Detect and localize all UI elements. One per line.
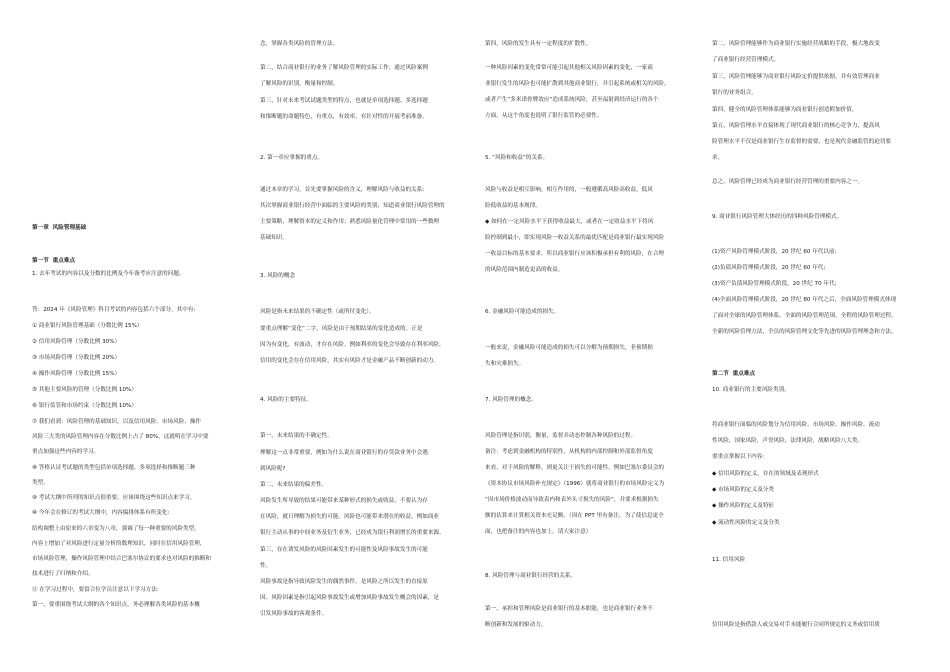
- text-line: ◆ 流动性风险的定义及分类: [712, 520, 780, 526]
- text-line: 答：2024 年《风险管理》科目考试的内容包括六个部分，其中有:: [32, 307, 196, 313]
- text-line: ⑤ 其他主要风险的管理（分数比例 10%）: [32, 387, 137, 393]
- text-line: 第四，健全的风险管理体系能够为商业银行创造附加价值。: [712, 107, 858, 113]
- text-line: 要重点理解“变化”二字，风险是由于预期结果的变化造成的。正是: [260, 326, 423, 332]
- text-line: 6. 金融风险可能造成的损失。: [485, 309, 560, 315]
- text-line: 第二，未来结果的偏差性。: [260, 482, 328, 488]
- text-line: 银行的业务组合。: [712, 90, 757, 96]
- text-line: 8. 风险管理与商业银行经营的关系。: [485, 573, 577, 579]
- text-line: 市场风险管理，操作风险管理中结合巴塞尔协议的要求也对风险的推断和: [32, 556, 212, 562]
- text-line: 主要策略，理解资本的定义和作用；熟悉风险量化管理中常用的一些数理: [260, 219, 440, 225]
- text-line: 3. 风险的概念: [260, 273, 296, 279]
- text-line: 其次掌握商业银行经营中面临的主要风险的类别；知道商业银行风险管理的: [260, 203, 445, 209]
- text-line: 5. “风险和收益”的关系。: [485, 155, 549, 161]
- text-line: 了商业银行经营管理模式。: [712, 57, 780, 63]
- text-line: 通过本章的学习，首先要掌握风险的含义，理解风险与收益的关系;: [260, 187, 425, 193]
- text-line: 和推断题的命题特色，有重点，有效率，有针对性的开展考前准备。: [260, 114, 428, 120]
- text-line: 一收益目标的基本要求。所以商业银行应该积极承担有利的风险，在合理: [485, 251, 665, 257]
- text-line: 类型。: [32, 480, 49, 486]
- text-line: (3)资产负债风险管理模式阶段，20 世纪 70 年代;: [712, 281, 837, 287]
- text-line: ◆ 操作风险的定义及特征: [712, 503, 775, 509]
- text-line: 第一节 重点难点: [32, 258, 76, 264]
- text-line: ① 商业银行风险管理基础（分数比例 15%）: [32, 323, 143, 329]
- text-line: 基础知识。: [260, 235, 288, 241]
- text-line: 结构调整上由原来的六章变为八章，强调了每一种重要的风险类型。: [32, 526, 200, 532]
- text-line: 10. 商业银行的主要风险类别。: [712, 387, 790, 393]
- text-line: 第三，风险管理能够为商业银行风险定价提供依据，并有效管理商业: [712, 74, 880, 80]
- text-line: 断创新和发展的驱动力。: [485, 622, 547, 628]
- text-line: ⑥ 银行监管和市场约束（分数比例 10%）: [32, 403, 137, 409]
- text-line: 总之，风险管理已经成为商业银行经营管理的重要内容之一。: [712, 179, 864, 185]
- text-line: 念，掌握各类风险的管理方法。: [260, 41, 339, 47]
- text-line: ◆ 如何在一定风险水平下获得收益最大，或者在一定收益水平下将风: [485, 219, 654, 225]
- text-line: ◆ 市场风险的定义及分类: [712, 487, 775, 493]
- text-line: 方面。从这个角度也说明了银行监管的必要性。: [485, 113, 603, 119]
- text-line: (2)负债风险管理模式阶段，20 世纪 60 年代;: [712, 265, 826, 271]
- text-line: ⑪ 在学习过程中，要留合位学员注意以下学习方法:: [32, 587, 159, 593]
- text-line: ⑦ 我们看到：风险管理的基础知识，以及信用风险、市场风险、操作: [32, 419, 202, 425]
- text-line: ⑨ 考试大纲中所列的知识点很重要，应该围绕这些知识点来学习。: [32, 495, 196, 501]
- text-line: 第一，要重围绕考试大纲的各个知识点，务必理解各类风险的基本概: [32, 602, 200, 608]
- text-line: 第四，风险的发生具有一定程度的扩散性。: [485, 41, 592, 47]
- text-line: 了面对全球的风险管理体系，全面的风险管理范围，全程的风险管理过程，: [712, 313, 897, 319]
- text-line: (4)全面风险管理模式阶段，20 世纪 80 年代之后，全面风险管理模式体现: [712, 297, 897, 303]
- text-line: 第二，结合商业银行的业务了解风险管理的实际工作，通过风险案例: [260, 65, 428, 71]
- text-line: 信用风险是指借款人或交易对手未能履行合同所规定的义务或信用质: [712, 622, 880, 628]
- text-line: 将商业银行面临的风险划分为信用风险、市场风险、操作风险、流动: [712, 422, 880, 428]
- text-line: 第三，存在诱发风险的风险因素发生的可能性及风险事故发生的可能: [260, 547, 428, 553]
- text-line: 业银行发生的风险也可能扩散到其他商业银行，并引起系统或相关的风险，: [485, 81, 670, 87]
- text-line: 求。: [712, 155, 724, 161]
- text-line: 因；风险因素是指引起风险事故发生或增加风险事故发生概会的因素，是: [260, 595, 440, 601]
- text-line: 第一，承担和管理风险是商业银行的基本职能，也是商业银行业务不: [485, 606, 653, 612]
- text-line: 第三，针对未来考试试题类型的特点，也就是单项选择题、多选择题: [260, 98, 428, 104]
- text-line: 2. 第一章应掌握的重点。: [260, 155, 324, 161]
- text-line: 技术进行了归纳和介绍。: [32, 571, 94, 577]
- text-line: 理解这一点非常重要，例如为什么说在商业银行的存贷款业务中会遇: [260, 450, 428, 456]
- text-line: ② 信用风险管理（分数比例 30%）: [32, 339, 121, 345]
- text-line: 全新的风险管理方法，全员的风险管理文化等先进的风险管理理念和方法。: [712, 329, 897, 335]
- text-line: 7. 风险管理的概念。: [485, 397, 537, 403]
- text-line: 险管理水平不仅是商业银行生存监督的需要，也是现代金融监管的迫切要: [712, 139, 892, 145]
- text-line: 第二，风险管理能够作为商业银行实施经营战略的手段，极大地改变: [712, 41, 880, 47]
- text-line: 重点加强这些内容的学习。: [32, 449, 100, 455]
- text-line: 第五，风险管理水平直接体现了现代商业银行的核心竞争力，提高风: [712, 123, 880, 129]
- text-line: 到风险呢?: [260, 466, 286, 472]
- text-line: 来看，对于风险的解释，则更关注于损失的可能性。例如巴塞尔委员会的: [485, 465, 665, 471]
- text-line: 第二节 重点难点: [712, 371, 756, 377]
- text-line: 4. 风险的主要特征。: [260, 397, 312, 403]
- text-line: 性风险，国家风险，声誉风险，法律风险，战略风险八大类。: [712, 438, 864, 444]
- text-line: 风险发生所导致的结果可能带来某种形式的损失或收益，不要认为存: [260, 498, 428, 504]
- text-line: 第一章 风险管理基础: [32, 225, 87, 231]
- text-line: 的风险范围内制造更高的收益。: [485, 267, 564, 273]
- text-line: 风险是指未来结果的不确定性（或所付变化）。: [260, 309, 375, 315]
- text-line: 第一，未来结果的不确定性。: [260, 433, 333, 439]
- text-line: (1)资产风险管理模式阶段，20 世纪 60 年代以前;: [712, 249, 837, 255]
- text-line: 《资本协议市场风险补充规定》（1996）就将商业银行的市场风险定义为: [485, 481, 665, 487]
- text-line: 1. 去年考试的内容以及分数的比例及今年备考应注意的问题。: [32, 271, 185, 277]
- text-line: 或者产生“多米诺骨牌效应”造成系统风险，甚至福射到经济运行的各个: [485, 97, 659, 103]
- text-line: 性。: [260, 563, 272, 569]
- text-line: ⑧ 答格认证考试题的类型包括单项选择题、多项选择和推断题三种: [32, 465, 196, 471]
- text-line: 11. 信用风险: [712, 557, 746, 563]
- text-line: 因为有变化，有波动，才存在风险。例如利率的变化会导致存在利率风险，: [260, 342, 445, 348]
- text-line: ③ 市场风险管理（分数比例 20%）: [32, 355, 121, 361]
- text-line: 面，也把备注的内容也加上，请大家注意）: [485, 529, 592, 535]
- text-line: 备注：考虑到金融机构的特别性，从机构的内部控制和外部监督角度: [485, 449, 653, 455]
- text-line: 要重点掌握以下内容:: [712, 454, 765, 460]
- text-line: 一种风险因素的变化常常可能引起其他相关风险因素的变化，一家商: [485, 65, 653, 71]
- text-line: 风险事故是指导致风险发生的偶然事件，是风险之所以发生的直接原: [260, 579, 428, 585]
- text-line: 信用的变化会存在信用风险，其实有风险才是金融产品不断创新的动力。: [260, 358, 440, 364]
- text-line: 在风险，就只理解为损失的可能。风险也可能带来潜在的收益，例如商业: [260, 514, 440, 520]
- text-line: 险控制到最小，即实现风险一收益关系的最优匹配是商业银行最实现风险: [485, 235, 665, 241]
- text-line: 内容上增加了对风险进行定量分析的数理知识，同时在信用风险管理，: [32, 541, 206, 547]
- text-line: 了解风险的识别，衡量和控制。: [260, 81, 339, 87]
- text-line: 风险三大类的风险管理内容在分数比例上占了 80%，这就明在学习中要: [32, 434, 209, 440]
- text-line: ⑩ 今年会在修订的考试大纲中，内容编排体系有所变化:: [32, 510, 170, 516]
- text-line: 险低收益的基本规律。: [485, 203, 541, 209]
- text-line: 额的估算来计算相关资本充足额。（因在 PPT 里有备注，为了使信息更全: [485, 513, 664, 519]
- text-line: 银行主动从事的中间业务及衍生业务，已经成为银行利润增长的重要来源。: [260, 530, 445, 536]
- text-line: 风险与收益是相互影响，相互作用的，一般遵循高风险高收益，低风: [485, 187, 653, 193]
- text-line: ④ 操作风险管理（分数比例 15%）: [32, 371, 121, 377]
- text-line: 失和灾难损失。: [485, 361, 525, 367]
- text-line: 9. 商业银行风险管理大体经历的四种风险管理模式。: [712, 214, 843, 220]
- text-line: 引发风险事故的客观条件。: [260, 611, 328, 617]
- text-line: 风险管理是指识别，衡量，监督并动态控制各种风险的过程。: [485, 433, 637, 439]
- text-line: 一般来说，金融风险可能造成的损失可以分解为预期损失，非预期损: [485, 345, 653, 351]
- text-line: “因市场价格波动而导致表内和表外头寸损失的风险”，并要求根据损失: [485, 497, 659, 503]
- text-line: ◆ 信用风险的定义，存在的领域及表现形式: [712, 471, 819, 477]
